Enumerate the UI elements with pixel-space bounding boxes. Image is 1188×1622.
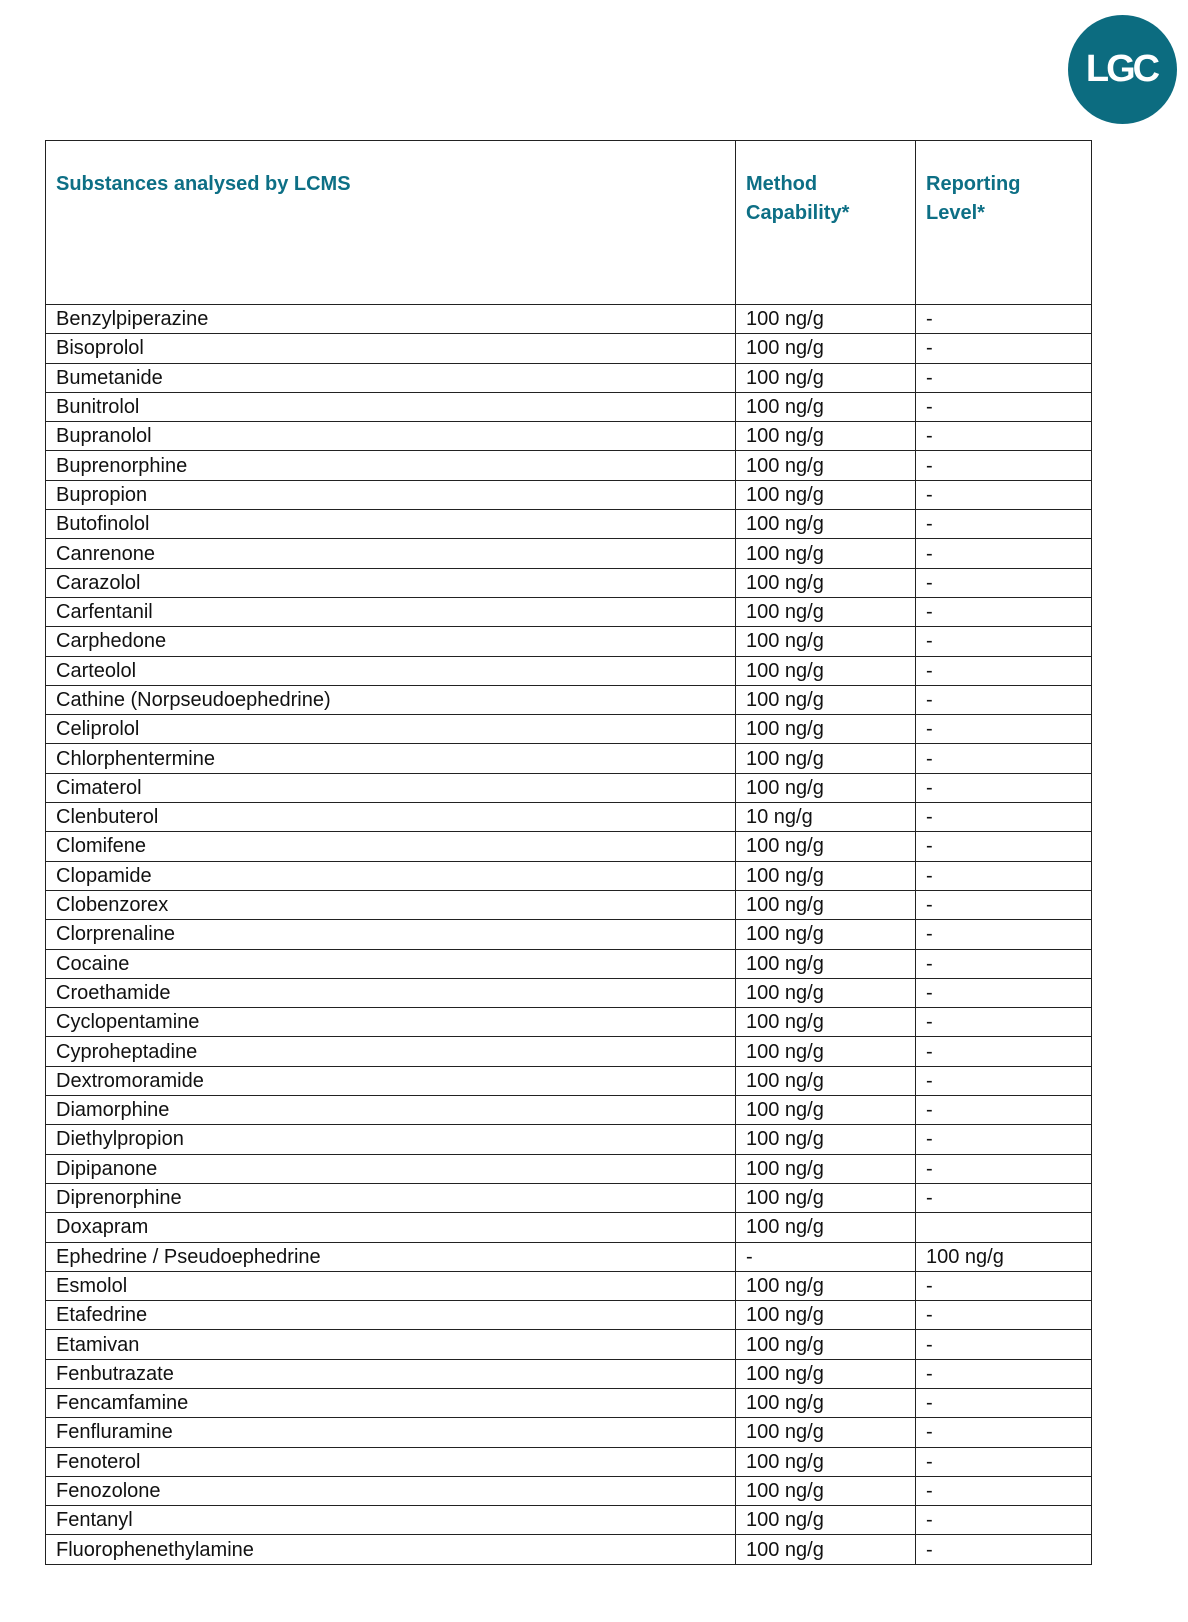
cell-reporting-level: - — [916, 656, 1092, 685]
cell-reporting-level: - — [916, 803, 1092, 832]
cell-method-capability: 100 ng/g — [736, 861, 916, 890]
cell-substance: Fenozolone — [46, 1476, 736, 1505]
cell-reporting-level: - — [916, 1096, 1092, 1125]
cell-reporting-level: - — [916, 392, 1092, 421]
cell-method-capability: 100 ng/g — [736, 627, 916, 656]
table-row — [46, 656, 1092, 685]
table-row — [46, 422, 1092, 451]
cell-substance: Bupranolol — [46, 422, 736, 451]
cell-substance: Chlorphentermine — [46, 744, 736, 773]
cell-method-capability: 100 ng/g — [736, 1213, 916, 1242]
cell-reporting-level: - — [916, 861, 1092, 890]
cell-reporting-level: - — [916, 1506, 1092, 1535]
cell-reporting-level: - — [916, 451, 1092, 480]
cell-reporting-level: - — [916, 1330, 1092, 1359]
cell-method-capability: 100 ng/g — [736, 949, 916, 978]
cell-method-capability: 100 ng/g — [736, 1301, 916, 1330]
cell-substance: Fenbutrazate — [46, 1359, 736, 1388]
table-row — [46, 861, 1092, 890]
cell-reporting-level: - — [916, 1388, 1092, 1417]
cell-method-capability: 100 ng/g — [736, 1125, 916, 1154]
cell-method-capability: 100 ng/g — [736, 773, 916, 802]
cell-substance: Clomifene — [46, 832, 736, 861]
cell-reporting-level: - — [916, 832, 1092, 861]
cell-method-capability: 100 ng/g — [736, 305, 916, 334]
cell-reporting-level: - — [916, 890, 1092, 919]
lgc-logo-text: LGC — [1085, 48, 1158, 90]
table-row — [46, 1125, 1092, 1154]
header-reporting-level: Reporting Level* — [916, 141, 1092, 305]
cell-substance: Cathine (Norpseudoephedrine) — [46, 685, 736, 714]
table-row — [46, 568, 1092, 597]
cell-reporting-level: - — [916, 1301, 1092, 1330]
table-row — [46, 1447, 1092, 1476]
cell-method-capability: 100 ng/g — [736, 920, 916, 949]
cell-method-capability: 100 ng/g — [736, 480, 916, 509]
cell-method-capability: 100 ng/g — [736, 363, 916, 392]
cell-substance: Carteolol — [46, 656, 736, 685]
cell-method-capability: 100 ng/g — [736, 1359, 916, 1388]
cell-substance: Dextromoramide — [46, 1066, 736, 1095]
cell-reporting-level: - — [916, 480, 1092, 509]
cell-substance: Bunitrolol — [46, 392, 736, 421]
cell-substance: Clopamide — [46, 861, 736, 890]
cell-reporting-level: - — [916, 510, 1092, 539]
cell-substance: Bupropion — [46, 480, 736, 509]
cell-reporting-level — [916, 1213, 1092, 1242]
cell-reporting-level: - — [916, 1037, 1092, 1066]
table-body — [46, 305, 1092, 1565]
cell-substance: Fencamfamine — [46, 1388, 736, 1417]
cell-substance: Bisoprolol — [46, 334, 736, 363]
cell-substance: Dipipanone — [46, 1154, 736, 1183]
cell-method-capability: 100 ng/g — [736, 1183, 916, 1212]
cell-method-capability: 100 ng/g — [736, 685, 916, 714]
table-row — [46, 1037, 1092, 1066]
table-row — [46, 392, 1092, 421]
cell-substance: Clobenzorex — [46, 890, 736, 919]
cell-method-capability: 100 ng/g — [736, 1476, 916, 1505]
table-row — [46, 305, 1092, 334]
table-row — [46, 1154, 1092, 1183]
cell-method-capability: 100 ng/g — [736, 1388, 916, 1417]
table-row — [46, 1535, 1092, 1564]
cell-method-capability: 100 ng/g — [736, 510, 916, 539]
cell-reporting-level: - — [916, 305, 1092, 334]
cell-substance: Carazolol — [46, 568, 736, 597]
cell-reporting-level: - — [916, 334, 1092, 363]
cell-reporting-level: - — [916, 685, 1092, 714]
substances-table — [45, 140, 1092, 1565]
cell-method-capability: 100 ng/g — [736, 1037, 916, 1066]
cell-reporting-level: - — [916, 920, 1092, 949]
cell-substance: Diethylpropion — [46, 1125, 736, 1154]
table-row — [46, 1008, 1092, 1037]
cell-method-capability: 100 ng/g — [736, 1330, 916, 1359]
cell-substance: Etamivan — [46, 1330, 736, 1359]
cell-substance: Fentanyl — [46, 1506, 736, 1535]
cell-method-capability: 100 ng/g — [736, 715, 916, 744]
cell-method-capability: 100 ng/g — [736, 1271, 916, 1300]
cell-reporting-level: - — [916, 1476, 1092, 1505]
table-row — [46, 510, 1092, 539]
cell-method-capability: 100 ng/g — [736, 1506, 916, 1535]
table-row — [46, 890, 1092, 919]
lgc-logo — [1068, 15, 1177, 124]
cell-reporting-level: - — [916, 422, 1092, 451]
table-row — [46, 1301, 1092, 1330]
table-row — [46, 1359, 1092, 1388]
cell-method-capability: 100 ng/g — [736, 656, 916, 685]
cell-substance: Celiprolol — [46, 715, 736, 744]
table-row — [46, 773, 1092, 802]
cell-substance: Fluorophenethylamine — [46, 1535, 736, 1564]
cell-substance: Doxapram — [46, 1213, 736, 1242]
cell-method-capability: 100 ng/g — [736, 451, 916, 480]
cell-reporting-level: - — [916, 539, 1092, 568]
cell-reporting-level: - — [916, 627, 1092, 656]
cell-substance: Diamorphine — [46, 1096, 736, 1125]
cell-method-capability: 100 ng/g — [736, 1008, 916, 1037]
table-row — [46, 744, 1092, 773]
cell-method-capability: 100 ng/g — [736, 978, 916, 1007]
table-row — [46, 832, 1092, 861]
table-row — [46, 949, 1092, 978]
cell-substance: Butofinolol — [46, 510, 736, 539]
cell-reporting-level: - — [916, 597, 1092, 626]
cell-method-capability: 10 ng/g — [736, 803, 916, 832]
cell-reporting-level: - — [916, 1183, 1092, 1212]
table-row — [46, 1506, 1092, 1535]
cell-substance: Fenfluramine — [46, 1418, 736, 1447]
table-row — [46, 363, 1092, 392]
table-row — [46, 480, 1092, 509]
cell-substance: Carfentanil — [46, 597, 736, 626]
cell-reporting-level: 100 ng/g — [916, 1242, 1092, 1271]
cell-method-capability: 100 ng/g — [736, 422, 916, 451]
cell-substance: Etafedrine — [46, 1301, 736, 1330]
cell-substance: Diprenorphine — [46, 1183, 736, 1212]
table-header-row — [46, 141, 1092, 305]
cell-reporting-level: - — [916, 1271, 1092, 1300]
cell-reporting-level: - — [916, 1535, 1092, 1564]
table-row — [46, 597, 1092, 626]
cell-method-capability: 100 ng/g — [736, 890, 916, 919]
cell-reporting-level: - — [916, 715, 1092, 744]
table-row — [46, 451, 1092, 480]
cell-reporting-level: - — [916, 1359, 1092, 1388]
table-row — [46, 539, 1092, 568]
cell-substance: Buprenorphine — [46, 451, 736, 480]
cell-reporting-level: - — [916, 1008, 1092, 1037]
cell-method-capability: 100 ng/g — [736, 392, 916, 421]
table-row — [46, 1330, 1092, 1359]
cell-substance: Croethamide — [46, 978, 736, 1007]
cell-method-capability: 100 ng/g — [736, 568, 916, 597]
table-row — [46, 627, 1092, 656]
cell-reporting-level: - — [916, 744, 1092, 773]
cell-method-capability: 100 ng/g — [736, 832, 916, 861]
cell-substance: Esmolol — [46, 1271, 736, 1300]
table-row — [46, 1213, 1092, 1242]
cell-method-capability: 100 ng/g — [736, 1447, 916, 1476]
cell-reporting-level: - — [916, 773, 1092, 802]
cell-method-capability: 100 ng/g — [736, 334, 916, 363]
table-row — [46, 1096, 1092, 1125]
cell-method-capability: 100 ng/g — [736, 1418, 916, 1447]
cell-reporting-level: - — [916, 1125, 1092, 1154]
table-row — [46, 1066, 1092, 1095]
table-row — [46, 920, 1092, 949]
table-row — [46, 1418, 1092, 1447]
cell-method-capability: - — [736, 1242, 916, 1271]
cell-substance: Cimaterol — [46, 773, 736, 802]
cell-reporting-level: - — [916, 1154, 1092, 1183]
table-row — [46, 715, 1092, 744]
table-row — [46, 978, 1092, 1007]
cell-reporting-level: - — [916, 1418, 1092, 1447]
cell-reporting-level: - — [916, 978, 1092, 1007]
cell-substance: Fenoterol — [46, 1447, 736, 1476]
cell-substance: Cyproheptadine — [46, 1037, 736, 1066]
cell-substance: Cocaine — [46, 949, 736, 978]
table-row — [46, 1476, 1092, 1505]
cell-reporting-level: - — [916, 949, 1092, 978]
cell-substance: Bumetanide — [46, 363, 736, 392]
header-substance: Substances analysed by LCMS — [46, 141, 736, 305]
cell-substance: Carphedone — [46, 627, 736, 656]
cell-method-capability: 100 ng/g — [736, 1154, 916, 1183]
cell-reporting-level: - — [916, 1066, 1092, 1095]
cell-reporting-level: - — [916, 363, 1092, 392]
header-method-capability: Method Capability* — [736, 141, 916, 305]
cell-method-capability: 100 ng/g — [736, 1066, 916, 1095]
cell-substance: Clorprenaline — [46, 920, 736, 949]
cell-method-capability: 100 ng/g — [736, 1535, 916, 1564]
cell-substance: Clenbuterol — [46, 803, 736, 832]
table-row — [46, 1271, 1092, 1300]
table-row — [46, 334, 1092, 363]
table-row — [46, 1242, 1092, 1271]
cell-substance: Ephedrine / Pseudoephedrine — [46, 1242, 736, 1271]
cell-reporting-level: - — [916, 568, 1092, 597]
table-row — [46, 685, 1092, 714]
cell-substance: Benzylpiperazine — [46, 305, 736, 334]
table-row — [46, 1388, 1092, 1417]
cell-method-capability: 100 ng/g — [736, 539, 916, 568]
cell-substance: Cyclopentamine — [46, 1008, 736, 1037]
cell-reporting-level: - — [916, 1447, 1092, 1476]
cell-substance: Canrenone — [46, 539, 736, 568]
table-row — [46, 1183, 1092, 1212]
cell-method-capability: 100 ng/g — [736, 597, 916, 626]
table-row — [46, 803, 1092, 832]
cell-method-capability: 100 ng/g — [736, 744, 916, 773]
cell-method-capability: 100 ng/g — [736, 1096, 916, 1125]
